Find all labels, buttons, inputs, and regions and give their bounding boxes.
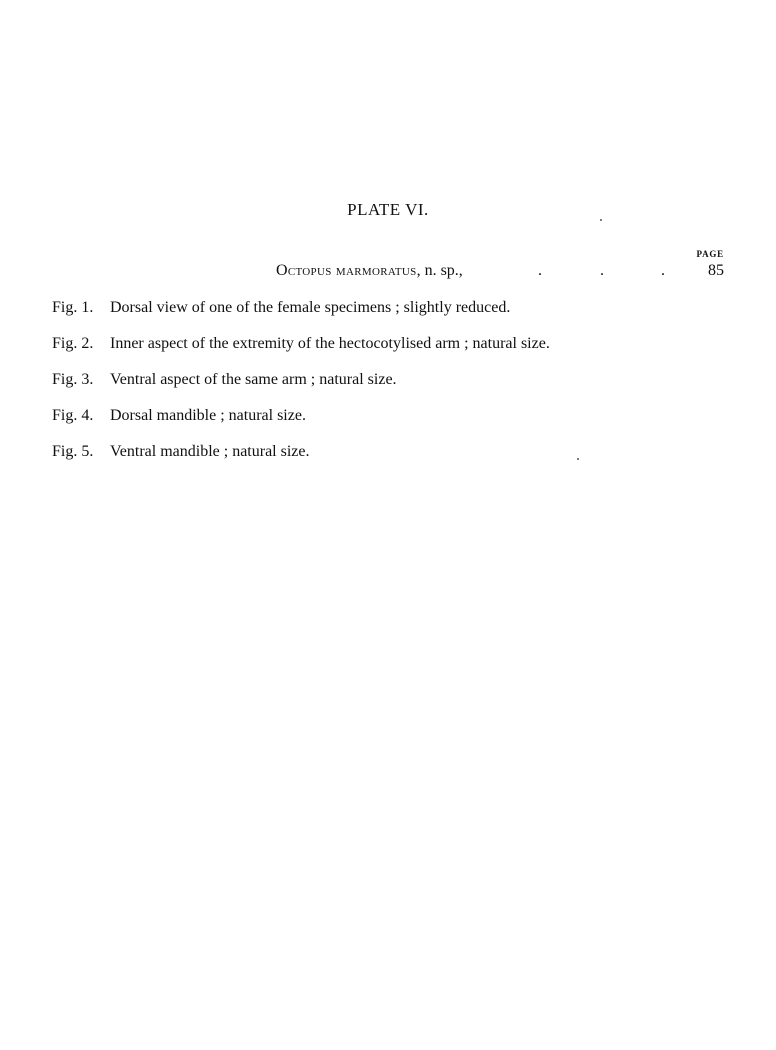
page-column-heading: PAGE	[696, 249, 724, 259]
figure-label: Fig. 1.	[52, 299, 94, 316]
entry-page-number: 85	[708, 262, 724, 279]
figure-label: Fig. 5.	[52, 443, 94, 460]
figure-caption: Dorsal mandible ; natural size.	[110, 407, 306, 424]
figure-label: Fig. 2.	[52, 335, 94, 352]
plate-title: PLATE VI.	[347, 200, 429, 219]
species-name: Octopus marmoratus	[276, 262, 417, 279]
print-speck	[577, 458, 579, 460]
figure-item	[52, 407, 732, 443]
leader-dot: .	[538, 262, 542, 279]
leader-dot: .	[600, 262, 604, 279]
figure-label: Fig. 3.	[52, 371, 94, 388]
entry-title	[276, 262, 463, 280]
print-speck	[600, 219, 602, 221]
figure-caption: Ventral mandible ; natural size.	[110, 443, 310, 460]
figure-caption: Dorsal view of one of the female specimens ; slightly reduced.	[110, 299, 511, 316]
leader-dot: .	[661, 262, 665, 279]
figure-item	[52, 335, 732, 371]
species-suffix: , n. sp.,	[416, 262, 463, 279]
figure-list	[52, 299, 732, 479]
figure-item	[52, 371, 732, 407]
figure-item	[52, 443, 732, 479]
figure-item	[52, 299, 732, 335]
contents-entry	[276, 262, 724, 284]
figure-label: Fig. 4.	[52, 407, 94, 424]
figure-caption: Inner aspect of the extremity of the hectocotylised arm ; natural size.	[110, 335, 550, 352]
figure-caption: Ventral aspect of the same arm ; natural size.	[110, 371, 397, 388]
